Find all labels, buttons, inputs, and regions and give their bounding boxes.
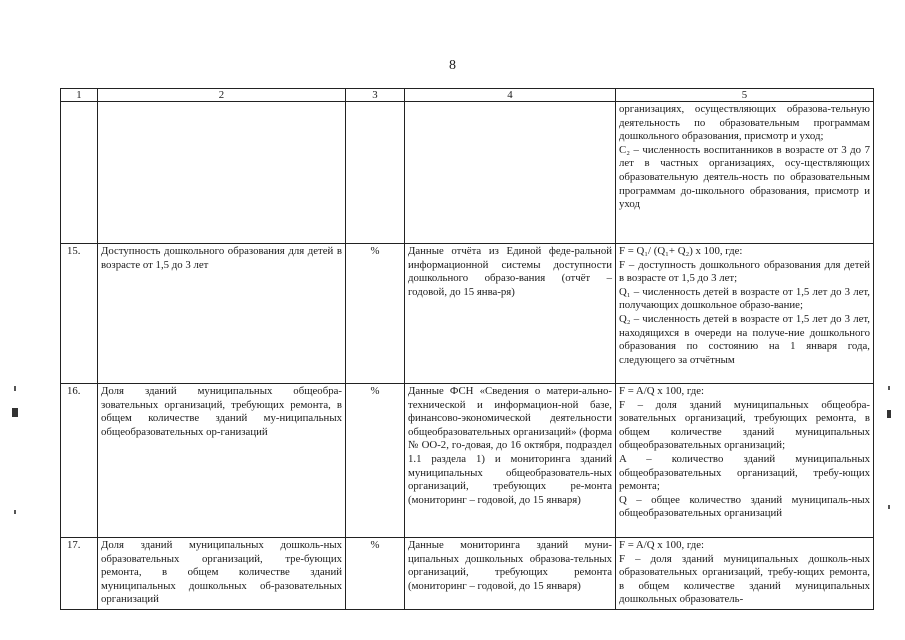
- scan-mark: [888, 505, 890, 509]
- unit-cell: %: [346, 384, 405, 538]
- column-header: 3: [346, 89, 405, 102]
- page-number: 8: [449, 58, 456, 73]
- table-row: [61, 538, 874, 610]
- row-number: 15.: [61, 244, 98, 384]
- source-cell: Данные ФСН «Сведения о матери-ально-технической и информацион-ной базе, финансово-экономической деятельности общеобразовательных организаций» (форма № ОО-2, го-довая, до 16 октября, подраздел 1.1 раздела 1) и мониторинга зданий муниципальных общеобразователь-ных организаций, требующих ре-монта (мониторинг – годовой, до 15 января): [405, 384, 616, 538]
- table-header-row: [61, 89, 874, 102]
- source-cell: Данные мониторинга зданий муни-ципальных дошкольных образова-тельных организаций, требующих ремонта (мониторинг – годовой, до 15 января): [405, 538, 616, 610]
- indicator-name: [98, 102, 346, 244]
- method-line: C₂ – численность воспитанников в возрасте от 3 до 7 лет в частных организациях, осу-ществляющих образовательную деятель-ность по образовательным программам до-школьного образования, присмотр и уход: [619, 143, 870, 211]
- method-line: Q – общее количество зданий муниципаль-ных общеобразовательных организаций: [619, 493, 870, 520]
- method-cell: [616, 102, 874, 244]
- formula-line: F = Q₁/ (Q₁+ Q₂) x 100, где:: [619, 245, 743, 257]
- method-line: Q₁ – численность детей в возрасте от 1,5 лет до 3 лет, получающих дошкольное образо-вание;: [619, 285, 870, 312]
- method-cell: [616, 244, 874, 384]
- column-header: 4: [405, 89, 616, 102]
- source-cell: [405, 102, 616, 244]
- table-row: [61, 244, 874, 384]
- indicator-name: Доступность дошкольного образования для детей в возрасте от 1,5 до 3 лет: [98, 244, 346, 384]
- formula-line: F = A/Q x 100, где:: [619, 385, 705, 397]
- unit-cell: %: [346, 244, 405, 384]
- column-header: 5: [616, 89, 874, 102]
- column-header: 1: [61, 89, 98, 102]
- scan-mark: [888, 386, 890, 390]
- formula-line: F = A/Q x 100, где:: [619, 539, 705, 551]
- method-cell: [616, 538, 874, 610]
- indicator-name: Доля зданий муниципальных общеобра-зовательных организаций, требующих ремонта, в общем количестве зданий му-ниципальных общеобразовательных ор-ганизаций: [98, 384, 346, 538]
- indicators-table: [60, 88, 874, 610]
- method-line: F – доступность дошкольного образования для детей в возрасте от 1,5 до 3 лет;: [619, 258, 870, 285]
- method-line: Q₂ – численность детей в возрасте от 1,5 лет до 3 лет, находящихся в очереди на получе-ние дошкольного образования по состоянию на 1 января года, следующего за отчётным: [619, 312, 870, 366]
- row-number: [61, 102, 98, 244]
- method-cell: [616, 384, 874, 538]
- unit-cell: [346, 102, 405, 244]
- indicator-name: Доля зданий муниципальных дошколь-ных образовательных организаций, тре-бующих ремонта, в общем количестве зданий муниципальных дошкольных об-разовательных организаций: [98, 538, 346, 610]
- scan-mark: [14, 510, 16, 514]
- method-line: A – количество зданий муниципальных общеобразовательных организаций, требу-ющих ремонта;: [619, 452, 870, 493]
- source-cell: Данные отчёта из Единой феде-ральной информационной системы доступности дошкольного образо-вания (отчёт – годовой, до 15 янва-ря): [405, 244, 616, 384]
- scan-mark: [14, 386, 16, 391]
- unit-cell: %: [346, 538, 405, 610]
- scan-mark: [887, 410, 891, 418]
- column-header: 2: [98, 89, 346, 102]
- method-line: организациях, осуществляющих образова-тельную деятельность по образовательным программам дошкольного образования, присмотр и уход;: [619, 103, 870, 143]
- scan-mark: [12, 408, 18, 417]
- table-row: [61, 102, 874, 244]
- row-number: 16.: [61, 384, 98, 538]
- method-line: F – доля зданий муниципальных дошколь-ных образовательных организаций, требу-ющих ремонта, в общем количестве зданий муниципальных дошкольных образователь-: [619, 552, 870, 606]
- row-number: 17.: [61, 538, 98, 610]
- table-row: [61, 384, 874, 538]
- method-line: F – доля зданий муниципальных общеобра-зовательных организаций, требующих ремонта, в общем количестве зданий муниципальных общеобразовательных организаций;: [619, 398, 870, 452]
